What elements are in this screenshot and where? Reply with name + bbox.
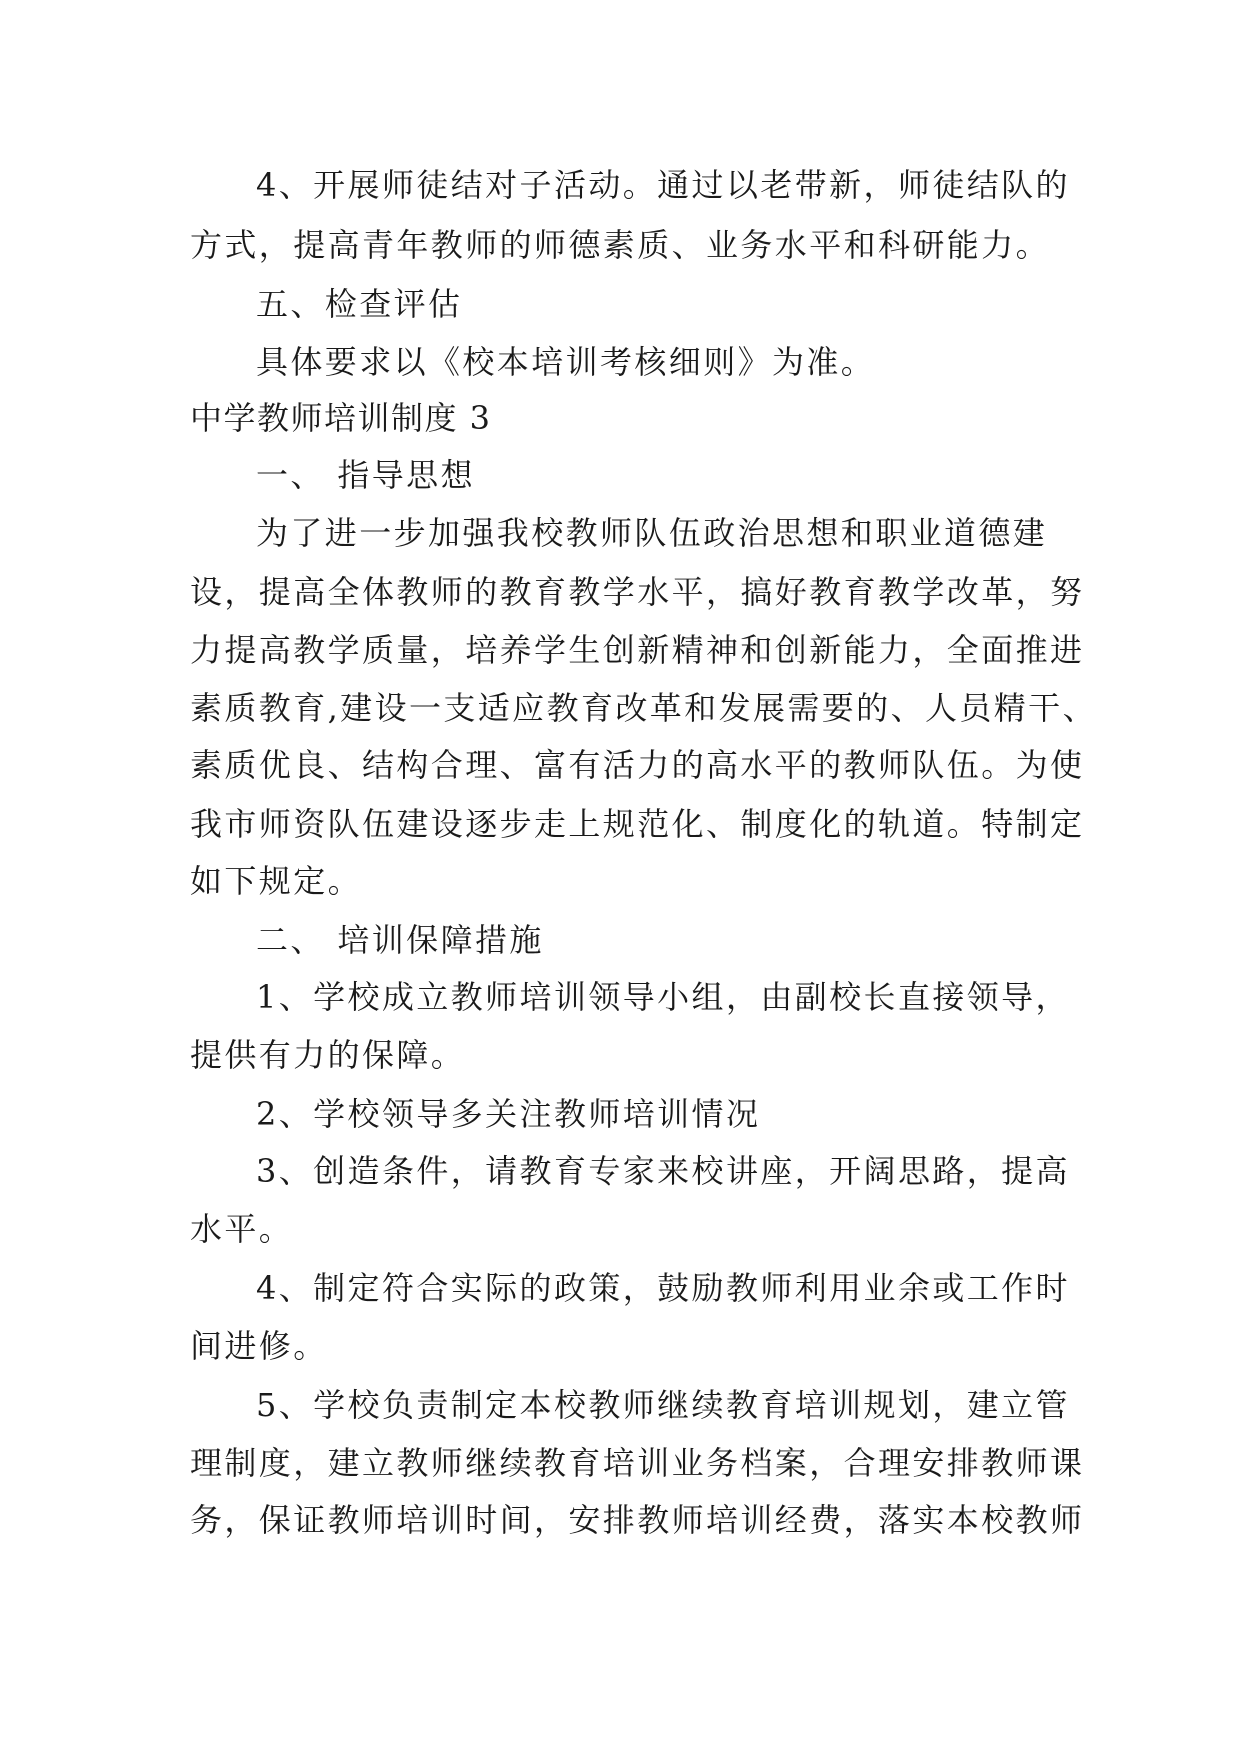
paragraph-line: 力提高教学质量，培养学生创新精神和创新能力，全面推进 (190, 631, 1085, 669)
paragraph-line: 5、学校负责制定本校教师继续教育培训规划，建立管 (256, 1386, 1070, 1424)
paragraph-line: 间进修。 (190, 1327, 328, 1365)
paragraph-line: 设，提高全体教师的教育教学水平，搞好教育教学改革，努 (190, 573, 1085, 611)
paragraph-line: 我市师资队伍建设逐步走上规范化、制度化的轨道。特制定 (190, 805, 1085, 843)
section-heading: 二、 培训保障措施 (256, 921, 544, 959)
section-heading: 五、检查评估 (256, 285, 463, 323)
paragraph-line: 提供有力的保障。 (190, 1036, 466, 1074)
paragraph-line: 水平。 (190, 1210, 294, 1248)
section-heading: 一、 指导思想 (256, 456, 475, 494)
paragraph-line: 方式，提高青年教师的师德素质、业务水平和科研能力。 (190, 226, 1051, 264)
paragraph-line: 3、创造条件，请教育专家来校讲座，开阔思路，提高 (256, 1152, 1070, 1190)
paragraph-line: 具体要求以《校本培训考核细则》为准。 (256, 343, 876, 381)
paragraph-line: 4、制定符合实际的政策，鼓励教师利用业余或工作时 (256, 1269, 1070, 1307)
paragraph-line: 如下规定。 (190, 862, 363, 900)
paragraph-line: 2、学校领导多关注教师培训情况 (256, 1095, 761, 1133)
document-title: 中学教师培训制度 3 (190, 399, 492, 437)
paragraph-line: 为了进一步加强我校教师队伍政治思想和职业道德建 (256, 514, 1048, 552)
paragraph-line: 素质优良、结构合理、富有活力的高水平的教师队伍。为使 (190, 746, 1085, 784)
paragraph-line: 务，保证教师培训时间，安排教师培训经费，落实本校教师 (190, 1501, 1085, 1539)
paragraph-line: 素质教育,建设一支适应教育改革和发展需要的、人员精干、 (190, 689, 1097, 727)
paragraph-line: 理制度，建立教师继续教育培训业务档案，合理安排教师课 (190, 1444, 1085, 1482)
paragraph-line: 4、开展师徒结对子活动。通过以老带新，师徒结队的 (256, 166, 1070, 204)
paragraph-line: 1、学校成立教师培训领导小组，由副校长直接领导， (256, 978, 1070, 1016)
